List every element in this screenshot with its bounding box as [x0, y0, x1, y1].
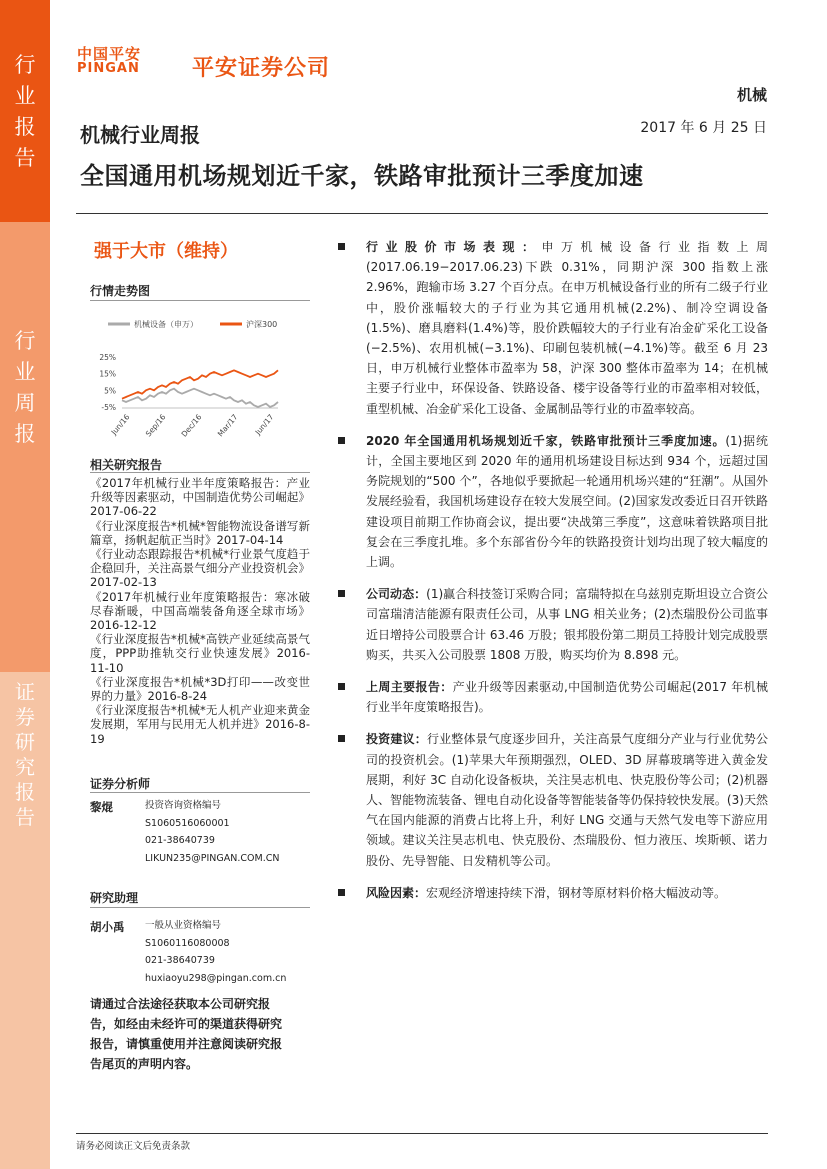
assistant-info: [145, 917, 286, 987]
x-tick-label: Dec/16: [179, 412, 204, 439]
bullet-marker: [338, 683, 345, 690]
bullet-title: 上周主要报告：: [366, 680, 453, 695]
legend-label: 沪深300: [246, 320, 278, 329]
related-reports-list: [90, 476, 310, 746]
sector-label: 机械: [736, 86, 767, 104]
sidebar-char: 券: [15, 705, 35, 729]
footer-divider: [76, 1133, 768, 1134]
assistant-heading: 研究助理: [90, 891, 139, 905]
list-item[interactable]: 《行业动态跟踪报告*机械*行业景气度趋于企稳回升，关注高景气细分产业投资机会》2017-02-13: [90, 547, 310, 590]
bullet-marker: [338, 437, 345, 444]
sidebar-char: 周: [14, 391, 36, 415]
bullet-marker: [338, 590, 345, 597]
analyst-cert-number: S1060516060001: [145, 817, 230, 829]
sidebar-securities-research: [0, 672, 50, 1169]
sidebar-char: 告: [14, 146, 36, 170]
sidebar-weekly: [0, 222, 50, 672]
section-rule: [90, 792, 310, 793]
x-tick-label: Jun/17: [253, 412, 276, 437]
bullet-market-performance: [338, 237, 768, 419]
sidebar-char: 业: [14, 360, 36, 384]
market-trend-chart: [90, 312, 310, 442]
list-item[interactable]: 《2017年机械行业半年度策略报告：产业升级等因素驱动，中国制造优势公司崛起》2017-06-22: [90, 476, 310, 519]
list-item[interactable]: 《行业深度报告*机械*智能物流设备谱写新篇章，扬帆起航正当时》2017-04-14: [90, 518, 310, 547]
assistant-phone: 021-38640739: [145, 955, 215, 966]
bullet-airport-railway: [338, 431, 768, 572]
bullet-marker: [338, 243, 345, 250]
sidebar-char: 报: [15, 780, 35, 804]
disclaimer: 请通过合法途径获取本公司研究报告，如经由未经许可的渠道获得研究报告，请慎重使用并注意阅读研究报告尾页的声明内容。: [90, 997, 283, 1071]
footer-note: 请务必阅读正文后免责条款: [76, 1141, 191, 1152]
series-line: [122, 370, 278, 398]
sidebar-char: 究: [15, 755, 35, 779]
analyst-heading: 证券分析师: [90, 777, 151, 791]
analyst-phone: 021-38640739: [145, 835, 215, 846]
bullet-company-news: [338, 584, 768, 665]
bullet-title: 风险因素：: [366, 885, 427, 900]
bullet-marker: [338, 735, 345, 742]
sidebar-char: 行: [14, 53, 36, 77]
list-item[interactable]: 《行业深度报告*机械*无人机产业迎来黄金发展期，军用与民用无人机并进》2016-8-19: [90, 703, 310, 746]
section-rule: [90, 907, 310, 908]
section-rule: [90, 300, 310, 301]
sidebar-industry-report: [0, 0, 50, 222]
analyst-info: [145, 797, 279, 867]
sidebar-char: 告: [15, 805, 35, 829]
analyst-name: 黎焜: [90, 800, 113, 814]
bullet-investment-advice: [338, 729, 768, 870]
bullet-risk-factors: [338, 883, 768, 903]
sidebar-char: 研: [15, 730, 35, 754]
assistant-qualification: 一般从业资格编号: [145, 920, 222, 931]
market-trend-heading: 行情走势图: [90, 284, 151, 298]
headline: 全国通用机场规划近千家，铁路审批预计三季度加速: [80, 162, 644, 190]
y-tick-label: -5%: [101, 403, 116, 412]
summary-bullets: [338, 237, 768, 915]
logo-cn: 中国平安: [77, 45, 142, 63]
sidebar-char: 业: [14, 84, 36, 108]
bullet-text: 宏观经济增速持续下滑，钢材等原材料价格大幅波动等。: [426, 885, 727, 900]
bullet-text: (1)赢合科技签订采购合同；富瑞特拟在乌兹别克斯坦设立合资公司富瑞清洁能源有限责任公司，从事 LNG 相关业务；(2)杰瑞股份公司监事近日增持公司股票合计 63.46 万股；银邦股份第二期员工持股计划完成股票购买，共买入公司股票 1808 万股，购买均价为 8.898 元。: [366, 587, 768, 662]
logo-en: PINGAN: [77, 61, 140, 76]
list-item[interactable]: 《2017年机械行业年度策略报告：寒冰破尽春渐暖，中国高端装备角逐全球市场》2016-12-12: [90, 589, 310, 633]
sidebar-char: 证: [15, 680, 35, 704]
assistant-email[interactable]: huxiaoyu298@pingan.com.cn: [145, 972, 287, 984]
bullet-text: (1)据统计，全国主要地区到 2020 年的通用机场建设目标达到 934 个，远超过国务院规划的“500 个”，各地似乎要掀起一轮通用机场兴建的“狂潮”。从国外发展经验看，我国机场建设存在较大发展空间。(2)国家发改委近日召开铁路建设项目前期工作协商会议，提出要“决战第三季度”，这意味着铁路项目批复会在三季度扎堆。多个东部省份今年的铁路投资计划均出现了较大幅度的上调。: [366, 433, 768, 570]
analyst-qualification: 投资咨询资格编号: [145, 800, 222, 811]
section-rule: [90, 472, 310, 473]
report-date: 2017 年 6 月 25 日: [640, 120, 767, 136]
y-tick-label: 5%: [104, 386, 116, 396]
list-item[interactable]: 《行业深度报告*机械*高铁产业延续高景气度，PPP助推轨交行业快速发展》2016-11-10: [90, 632, 310, 675]
x-tick-label: Sep/16: [143, 412, 168, 439]
bullet-text: 申万机械设备行业指数上周(2017.06.19−2017.06.23)下跌 0.31%，同期沪深 300 指数上涨 2.96%，跑输市场 3.27 个百分点。在申万机械设备行业的所有二级子行业中，股价涨幅较大的子行业为其它通用机械(2.2%)、制冷空调设备(1.5%)、磨具磨料(1.4%)等，股价跌幅较大的子行业有冶金矿采化工设备(−2.5%)、农用机械(−3.1%)、印刷包装机械(−4.1%)等。截至 6 月 23 日，申万机械行业整体市盈率为 58，沪深 300 整体市盈率为 14；在机械主要子行业中，环保设备、铁路设备、楼宇设备等行业的市盈率相对较低，重型机械、冶金矿采化工设备、金属制品等行业的市盈率较高。: [366, 240, 768, 416]
x-tick-label: Jun/16: [109, 412, 132, 437]
rating: 强于大市（维持）: [94, 241, 238, 262]
assistant-cert-number: S1060116080008: [145, 937, 230, 949]
bullet-marker: [338, 889, 345, 896]
sidebar-char: 报: [14, 422, 36, 446]
bullet-text: 行业整体景气度逐步回升，关注高景气度细分产业与行业优势公司的投资机会。(1)苹果大年预期强烈，OLED、3D 屏幕玻璃等进入黄金发展期，利好 3C 自动化设备板块，关注昊志机电、快克股份等公司；(2)机器人、智能物流装备、锂电自动化设备等智能装备等仍保持较快发展。(3)天然气在国内能源的消费占比将上升，利好 LNG 交通与天然气发电等下游应用领域。建议关注昊志机电、快克股份、杰瑞股份、恒力液压、埃斯顿、诺力股份、先导智能、日发精机等公司。: [366, 732, 768, 868]
list-item[interactable]: 《行业深度报告*机械*3D打印——改变世界的力量》2016-8-24: [90, 674, 310, 704]
bullet-title: 投资建议：: [366, 732, 427, 747]
sidebar: [0, 0, 50, 1169]
bullet-title: 2020 年全国通用机场规划近千家，铁路审批预计三季度加速。: [366, 433, 726, 448]
bullet-title: 行业股价市场表现：: [366, 240, 542, 254]
y-tick-label: 15%: [99, 369, 116, 379]
header-divider: [76, 213, 768, 214]
report-type: 机械行业周报: [80, 123, 200, 147]
y-tick-label: 25%: [99, 353, 116, 362]
bullet-text: 产业升级等因素驱动,中国制造优势公司崛起(2017 年机械行业半年度策略报告)。: [366, 680, 768, 715]
bullet-title: 公司动态：: [366, 587, 427, 602]
assistant-name: 胡小禹: [90, 920, 125, 934]
company-name: 平安证券公司: [192, 56, 331, 81]
bullet-last-week-reports: [338, 677, 768, 717]
sidebar-char: 报: [14, 115, 36, 139]
legend-label: 机械设备（申万）: [134, 320, 198, 329]
x-tick-label: Mar/17: [215, 412, 240, 439]
analyst-email[interactable]: LIKUN235@PINGAN.COM.CN: [145, 852, 280, 864]
sidebar-char: 行: [14, 329, 36, 353]
related-reports-heading: 相关研究报告: [90, 458, 163, 472]
